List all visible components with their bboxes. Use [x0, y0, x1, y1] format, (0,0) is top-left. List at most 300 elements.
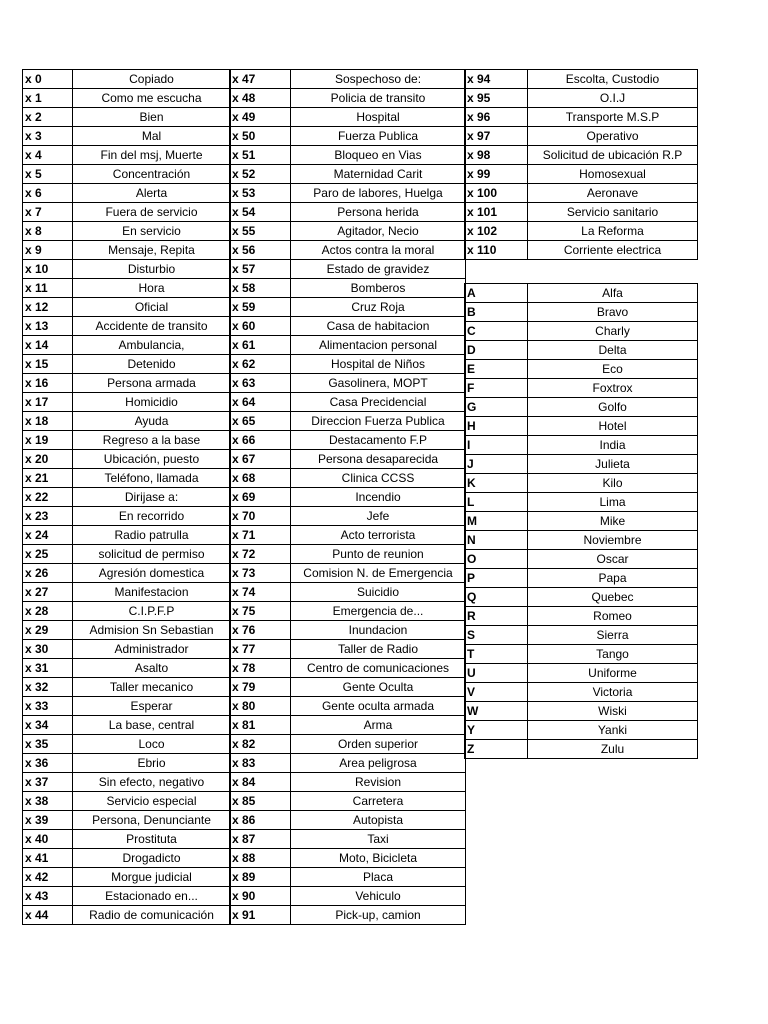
code-row	[23, 564, 231, 583]
code-row-meaning: Placa	[291, 868, 466, 887]
code-row	[230, 146, 466, 165]
code-row	[23, 469, 231, 488]
code-row	[230, 735, 466, 754]
code-row-meaning: Punto de reunion	[291, 545, 466, 564]
code-row	[230, 621, 466, 640]
code-row-code: x 26	[23, 564, 73, 583]
code-row-meaning: Paro de labores, Huelga	[291, 184, 466, 203]
code-row	[23, 412, 231, 431]
alphabet-row-meaning: Noviembre	[528, 531, 698, 550]
code-row	[230, 526, 466, 545]
code-row-code: x 101	[465, 203, 528, 222]
code-row	[23, 89, 231, 108]
code-row-code: x 97	[465, 127, 528, 146]
code-row-code: x 31	[23, 659, 73, 678]
code-row	[230, 602, 466, 621]
alphabet-row-meaning: Oscar	[528, 550, 698, 569]
code-row-meaning: Detenido	[73, 355, 231, 374]
code-row-code: x 5	[23, 165, 73, 184]
code-row-code: x 19	[23, 431, 73, 450]
code-row-meaning: Pick-up, camion	[291, 906, 466, 925]
code-row-code: x 21	[23, 469, 73, 488]
code-row-code: x 22	[23, 488, 73, 507]
code-row	[230, 488, 466, 507]
code-row	[23, 165, 231, 184]
code-row-meaning: Emergencia de...	[291, 602, 466, 621]
code-row-code: x 7	[23, 203, 73, 222]
code-row	[23, 146, 231, 165]
code-row-code: x 39	[23, 811, 73, 830]
code-row-code: x 88	[230, 849, 291, 868]
alphabet-row-code: P	[465, 569, 528, 588]
alphabet-row	[465, 531, 698, 550]
code-row-meaning: Incendio	[291, 488, 466, 507]
code-row	[23, 260, 231, 279]
code-row	[230, 355, 466, 374]
code-row	[23, 659, 231, 678]
code-row-code: x 33	[23, 697, 73, 716]
alphabet-row	[465, 645, 698, 664]
alphabet-row-code: T	[465, 645, 528, 664]
code-row	[230, 754, 466, 773]
alphabet-row	[465, 284, 698, 303]
code-row	[230, 849, 466, 868]
code-row-meaning: Estado de gravidez	[291, 260, 466, 279]
code-row-code: x 60	[230, 317, 291, 336]
code-row	[465, 222, 698, 241]
code-row-code: x 86	[230, 811, 291, 830]
code-row-code: x 69	[230, 488, 291, 507]
code-row-meaning: Centro de comunicaciones	[291, 659, 466, 678]
code-row-code: x 83	[230, 754, 291, 773]
code-row-code: x 67	[230, 450, 291, 469]
code-row	[23, 431, 231, 450]
code-row	[230, 640, 466, 659]
alphabet-row	[465, 436, 698, 455]
code-row-code: x 70	[230, 507, 291, 526]
code-row-meaning: Dirijase a:	[73, 488, 231, 507]
code-row	[465, 184, 698, 203]
code-row	[230, 412, 466, 431]
code-row-code: x 9	[23, 241, 73, 260]
code-row-meaning: Asalto	[73, 659, 231, 678]
code-row	[230, 868, 466, 887]
code-row	[230, 792, 466, 811]
code-row-code: x 43	[23, 887, 73, 906]
alphabet-row	[465, 721, 698, 740]
alphabet-row-code: H	[465, 417, 528, 436]
code-row	[23, 317, 231, 336]
code-row-code: x 15	[23, 355, 73, 374]
code-row-meaning: Taxi	[291, 830, 466, 849]
code-row-code: x 34	[23, 716, 73, 735]
code-row	[230, 70, 466, 89]
code-row-meaning: Gasolinera, MOPT	[291, 374, 466, 393]
code-row-meaning: Prostituta	[73, 830, 231, 849]
alphabet-row	[465, 588, 698, 607]
code-row	[465, 70, 698, 89]
code-row	[230, 716, 466, 735]
code-row	[23, 754, 231, 773]
code-row	[23, 735, 231, 754]
code-row-meaning: Administrador	[73, 640, 231, 659]
code-row-meaning: Servicio especial	[73, 792, 231, 811]
code-row	[230, 108, 466, 127]
code-row-code: x 68	[230, 469, 291, 488]
code-row-meaning: Oficial	[73, 298, 231, 317]
code-row-meaning: Autopista	[291, 811, 466, 830]
code-row	[23, 906, 231, 925]
code-row-code: x 55	[230, 222, 291, 241]
code-row-meaning: Manifestacion	[73, 583, 231, 602]
code-row-code: x 77	[230, 640, 291, 659]
code-row-code: x 30	[23, 640, 73, 659]
code-row-meaning: Como me escucha	[73, 89, 231, 108]
code-row	[230, 260, 466, 279]
code-row-meaning: Hospital de Niños	[291, 355, 466, 374]
code-row	[230, 298, 466, 317]
code-row-code: x 38	[23, 792, 73, 811]
code-row-meaning: Homosexual	[528, 165, 698, 184]
code-row-meaning: Sospechoso de:	[291, 70, 466, 89]
code-row-code: x 96	[465, 108, 528, 127]
code-row-code: x 52	[230, 165, 291, 184]
code-row-code: x 48	[230, 89, 291, 108]
codes-table-1	[22, 69, 231, 925]
code-row-meaning: Loco	[73, 735, 231, 754]
code-row	[23, 355, 231, 374]
alphabet-row-code: V	[465, 683, 528, 702]
code-row-meaning: Suicidio	[291, 583, 466, 602]
code-row	[23, 184, 231, 203]
code-row	[23, 640, 231, 659]
code-row	[465, 203, 698, 222]
alphabet-row-meaning: Quebec	[528, 588, 698, 607]
alphabet-row	[465, 360, 698, 379]
code-row	[230, 127, 466, 146]
code-row	[465, 241, 698, 260]
alphabet-row-code: U	[465, 664, 528, 683]
code-row	[23, 507, 231, 526]
alphabet-row-meaning: Delta	[528, 341, 698, 360]
alphabet-row-code: R	[465, 607, 528, 626]
code-row-meaning: Clinica CCSS	[291, 469, 466, 488]
code-row-code: x 28	[23, 602, 73, 621]
alphabet-row-meaning: India	[528, 436, 698, 455]
alphabet-row-code: Z	[465, 740, 528, 759]
code-row-meaning: Concentración	[73, 165, 231, 184]
code-row	[23, 602, 231, 621]
code-row-meaning: Fin del msj, Muerte	[73, 146, 231, 165]
code-row-meaning: Corriente electrica	[528, 241, 698, 260]
code-row-code: x 44	[23, 906, 73, 925]
alphabet-row-code: Y	[465, 721, 528, 740]
code-row-code: x 81	[230, 716, 291, 735]
code-row	[230, 773, 466, 792]
alphabet-row	[465, 341, 698, 360]
code-row-meaning: Operativo	[528, 127, 698, 146]
code-row-code: x 63	[230, 374, 291, 393]
code-row	[23, 450, 231, 469]
code-row	[23, 583, 231, 602]
code-row-code: x 64	[230, 393, 291, 412]
code-row	[23, 868, 231, 887]
code-row	[230, 89, 466, 108]
code-row-code: x 110	[465, 241, 528, 260]
alphabet-row	[465, 626, 698, 645]
code-row-code: x 98	[465, 146, 528, 165]
alphabet-row	[465, 512, 698, 531]
code-row-meaning: Acto terrorista	[291, 526, 466, 545]
code-row	[230, 830, 466, 849]
alphabet-row	[465, 664, 698, 683]
code-row	[23, 545, 231, 564]
code-row-code: x 66	[230, 431, 291, 450]
code-row	[23, 773, 231, 792]
alphabet-row-code: J	[465, 455, 528, 474]
code-row-meaning: Ebrio	[73, 754, 231, 773]
code-row-meaning: Area peligrosa	[291, 754, 466, 773]
code-row-code: x 79	[230, 678, 291, 697]
code-row-meaning: Accidente de transito	[73, 317, 231, 336]
code-row-meaning: Alerta	[73, 184, 231, 203]
code-row-meaning: Morgue judicial	[73, 868, 231, 887]
alphabet-row-code: D	[465, 341, 528, 360]
code-row-meaning: Gente oculta armada	[291, 697, 466, 716]
code-row	[230, 222, 466, 241]
code-row-meaning: Estacionado en...	[73, 887, 231, 906]
code-row-meaning: Bloqueo en Vias	[291, 146, 466, 165]
code-row-code: x 85	[230, 792, 291, 811]
code-row	[465, 165, 698, 184]
code-row	[23, 792, 231, 811]
code-row	[230, 887, 466, 906]
code-row-meaning: Carretera	[291, 792, 466, 811]
code-row-code: x 12	[23, 298, 73, 317]
code-row-code: x 58	[230, 279, 291, 298]
code-row-meaning: Taller de Radio	[291, 640, 466, 659]
alphabet-row-meaning: Papa	[528, 569, 698, 588]
alphabet-row-code: F	[465, 379, 528, 398]
code-row-meaning: O.I.J	[528, 89, 698, 108]
code-row	[23, 374, 231, 393]
code-row-code: x 102	[465, 222, 528, 241]
code-row-meaning: Ubicación, puesto	[73, 450, 231, 469]
code-row-meaning: Hospital	[291, 108, 466, 127]
code-row	[230, 583, 466, 602]
code-row-meaning: Inundacion	[291, 621, 466, 640]
alphabet-row-meaning: Romeo	[528, 607, 698, 626]
codes-table-3	[464, 69, 698, 260]
code-row	[230, 374, 466, 393]
code-row-code: x 59	[230, 298, 291, 317]
code-row	[23, 621, 231, 640]
code-row-code: x 95	[465, 89, 528, 108]
alphabet-row-meaning: Victoria	[528, 683, 698, 702]
alphabet-row	[465, 417, 698, 436]
code-row-meaning: Persona herida	[291, 203, 466, 222]
code-row	[23, 279, 231, 298]
code-row	[230, 165, 466, 184]
code-row-meaning: Vehiculo	[291, 887, 466, 906]
code-row-meaning: solicitud de permiso	[73, 545, 231, 564]
code-row-code: x 40	[23, 830, 73, 849]
code-row-code: x 2	[23, 108, 73, 127]
code-row-code: x 42	[23, 868, 73, 887]
code-row	[23, 488, 231, 507]
code-row	[230, 336, 466, 355]
code-row	[230, 450, 466, 469]
code-row-code: x 71	[230, 526, 291, 545]
alphabet-row-meaning: Foxtrox	[528, 379, 698, 398]
code-row	[230, 678, 466, 697]
code-row-meaning: Ayuda	[73, 412, 231, 431]
code-row-code: x 20	[23, 450, 73, 469]
code-row-code: x 0	[23, 70, 73, 89]
code-row-code: x 53	[230, 184, 291, 203]
alphabet-row	[465, 474, 698, 493]
alphabet-row-code: K	[465, 474, 528, 493]
code-row-code: x 47	[230, 70, 291, 89]
code-row	[230, 697, 466, 716]
alphabet-row-meaning: Uniforme	[528, 664, 698, 683]
code-row-code: x 41	[23, 849, 73, 868]
code-row	[230, 469, 466, 488]
code-row-meaning: Ambulancia,	[73, 336, 231, 355]
code-row	[23, 203, 231, 222]
code-row-code: x 32	[23, 678, 73, 697]
alphabet-row-code: S	[465, 626, 528, 645]
code-row	[23, 127, 231, 146]
code-row-code: x 24	[23, 526, 73, 545]
alphabet-row	[465, 398, 698, 417]
alphabet-row-meaning: Zulu	[528, 740, 698, 759]
code-row-meaning: Actos contra la moral	[291, 241, 466, 260]
code-row-meaning: Aeronave	[528, 184, 698, 203]
code-row	[23, 222, 231, 241]
code-row-meaning: Mensaje, Repita	[73, 241, 231, 260]
code-row-meaning: Solicitud de ubicación R.P	[528, 146, 698, 165]
code-row	[230, 203, 466, 222]
code-row	[23, 887, 231, 906]
alphabet-row-code: O	[465, 550, 528, 569]
code-row-meaning: Direccion Fuerza Publica	[291, 412, 466, 431]
code-row-meaning: C.I.P.F.P	[73, 602, 231, 621]
code-row-meaning: Persona armada	[73, 374, 231, 393]
code-row-code: x 17	[23, 393, 73, 412]
code-row-meaning: Disturbio	[73, 260, 231, 279]
codes-table-2	[229, 69, 466, 925]
code-row-code: x 25	[23, 545, 73, 564]
code-row-code: x 35	[23, 735, 73, 754]
alphabet-row-meaning: Kilo	[528, 474, 698, 493]
alphabet-row-meaning: Wiski	[528, 702, 698, 721]
alphabet-row	[465, 550, 698, 569]
code-row-code: x 8	[23, 222, 73, 241]
code-row-code: x 75	[230, 602, 291, 621]
code-row-code: x 99	[465, 165, 528, 184]
code-row	[23, 526, 231, 545]
code-row-meaning: Agitador, Necio	[291, 222, 466, 241]
code-row-code: x 87	[230, 830, 291, 849]
code-row-meaning: Comision N. de Emergencia	[291, 564, 466, 583]
alphabet-row	[465, 740, 698, 759]
code-row-code: x 94	[465, 70, 528, 89]
code-row-meaning: Bien	[73, 108, 231, 127]
code-row-meaning: La Reforma	[528, 222, 698, 241]
code-row-code: x 23	[23, 507, 73, 526]
code-row-meaning: Maternidad Carit	[291, 165, 466, 184]
code-row-code: x 6	[23, 184, 73, 203]
code-row-code: x 14	[23, 336, 73, 355]
code-row-code: x 16	[23, 374, 73, 393]
code-row-meaning: Sin efecto, negativo	[73, 773, 231, 792]
code-row-code: x 51	[230, 146, 291, 165]
alphabet-row-code: I	[465, 436, 528, 455]
code-row-code: x 91	[230, 906, 291, 925]
code-row	[230, 659, 466, 678]
code-row-code: x 65	[230, 412, 291, 431]
code-row	[23, 716, 231, 735]
code-row-meaning: Drogadicto	[73, 849, 231, 868]
code-row-meaning: Casa Precidencial	[291, 393, 466, 412]
code-row	[230, 564, 466, 583]
alphabet-row-code: E	[465, 360, 528, 379]
code-row-code: x 80	[230, 697, 291, 716]
alphabet-row	[465, 455, 698, 474]
code-row-meaning: Radio de comunicación	[73, 906, 231, 925]
alphabet-row	[465, 493, 698, 512]
alphabet-row-meaning: Mike	[528, 512, 698, 531]
code-row-meaning: Revision	[291, 773, 466, 792]
code-row-meaning: Radio patrulla	[73, 526, 231, 545]
code-row-code: x 90	[230, 887, 291, 906]
code-row-meaning: Persona, Denunciante	[73, 811, 231, 830]
alphabet-row-code: N	[465, 531, 528, 550]
code-row	[230, 811, 466, 830]
alphabet-row-meaning: Golfo	[528, 398, 698, 417]
code-row-meaning: Esperar	[73, 697, 231, 716]
code-row-meaning: Mal	[73, 127, 231, 146]
alphabet-row	[465, 303, 698, 322]
code-row-code: x 10	[23, 260, 73, 279]
code-row	[23, 393, 231, 412]
code-row-code: x 3	[23, 127, 73, 146]
alphabet-row-code: Q	[465, 588, 528, 607]
alphabet-row-code: L	[465, 493, 528, 512]
code-row-code: x 76	[230, 621, 291, 640]
code-row-code: x 72	[230, 545, 291, 564]
code-row	[23, 108, 231, 127]
alphabet-row	[465, 322, 698, 341]
code-row-meaning: Homicidio	[73, 393, 231, 412]
code-row	[23, 241, 231, 260]
code-row-code: x 61	[230, 336, 291, 355]
code-row-code: x 27	[23, 583, 73, 602]
code-row-meaning: En servicio	[73, 222, 231, 241]
code-row	[465, 108, 698, 127]
code-row-code: x 11	[23, 279, 73, 298]
code-row	[23, 298, 231, 317]
code-row-meaning: Servicio sanitario	[528, 203, 698, 222]
code-row-meaning: Agresión domestica	[73, 564, 231, 583]
code-row	[230, 184, 466, 203]
code-row-code: x 4	[23, 146, 73, 165]
code-row-code: x 29	[23, 621, 73, 640]
code-row-code: x 84	[230, 773, 291, 792]
code-row-meaning: Destacamento F.P	[291, 431, 466, 450]
code-row-code: x 73	[230, 564, 291, 583]
